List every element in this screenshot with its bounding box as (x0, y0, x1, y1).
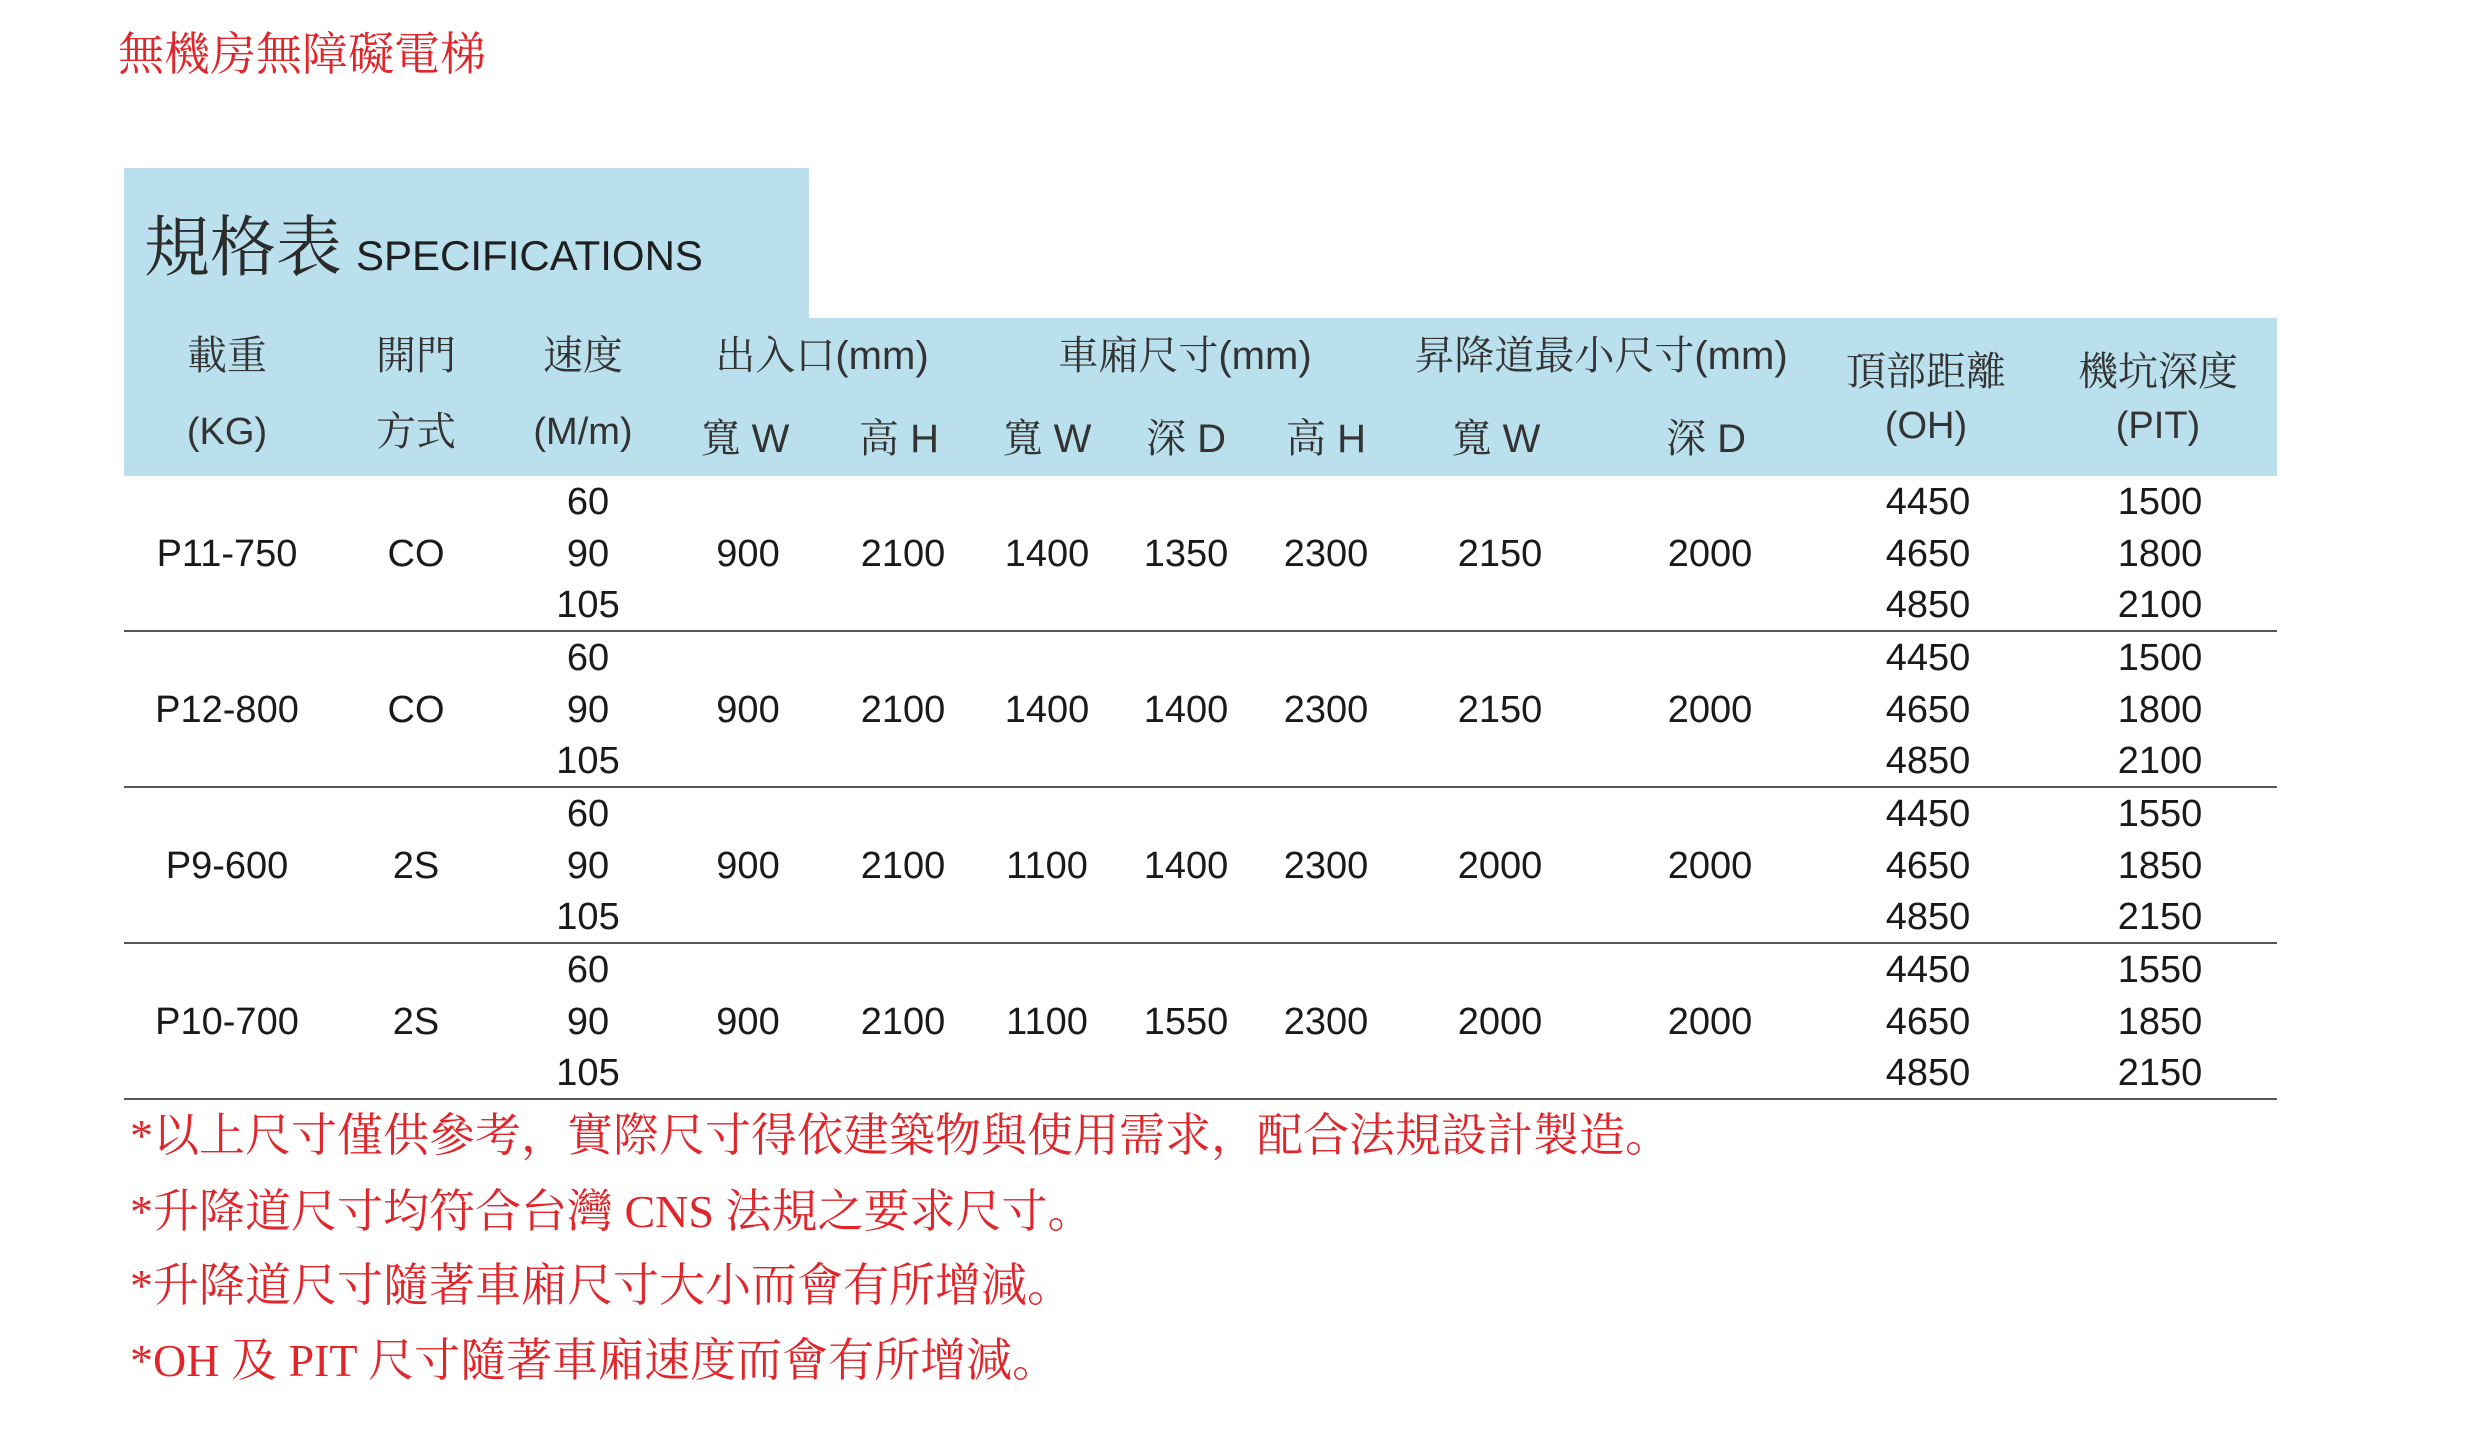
row-entrance-height: 2100 (860, 1001, 946, 1043)
row-hoistway-depth: 2000 (1667, 689, 1753, 731)
row-divider (124, 1098, 2277, 1100)
row-hoistway-depth: 2000 (1667, 1001, 1753, 1043)
header-oh: 頂部距離 (1846, 350, 2006, 394)
row-car-height: 2300 (1283, 533, 1369, 575)
row-divider (124, 630, 2277, 632)
row-speeds: 60 90 105 (556, 481, 620, 626)
header-load: 載重 (187, 334, 267, 378)
header-car-width: 寬 W (1002, 417, 1092, 461)
row-car-width: 1400 (1004, 689, 1090, 731)
row-entrance-width: 900 (716, 533, 780, 575)
row-model: P9-600 (165, 845, 289, 887)
note-line: *升降道尺寸均符合台灣 CNS 法規之要求尺寸。 (130, 1186, 1094, 1237)
header-pit-unit: (PIT) (2115, 405, 2201, 447)
spec-title-en: SPECIFICATIONS (356, 232, 703, 279)
row-oh-values: 4450 4650 4850 (1885, 949, 1971, 1094)
note-line: *以上尺寸僅供參考，實際尺寸得依建築物與使用需求，配合法規設計製造。 (130, 1110, 1671, 1161)
row-divider (124, 786, 2277, 788)
header-entrance-width: 寬 W (700, 417, 790, 461)
header-door-sub: 方式 (376, 410, 456, 454)
row-oh-values: 4450 4650 4850 (1885, 637, 1971, 782)
header-entrance-height: 高 H (859, 417, 939, 461)
row-model: P12-800 (155, 689, 299, 731)
row-door-type: CO (387, 689, 445, 731)
row-speeds: 60 90 105 (556, 793, 620, 938)
row-speeds: 60 90 105 (556, 949, 620, 1094)
header-door: 開門 (376, 334, 456, 378)
row-entrance-width: 900 (716, 689, 780, 731)
row-entrance-height: 2100 (860, 533, 946, 575)
row-entrance-width: 900 (716, 845, 780, 887)
row-entrance-height: 2100 (860, 845, 946, 887)
spec-title-zh: 規格表 (144, 209, 342, 286)
row-model: P10-700 (155, 1001, 299, 1043)
header-oh-unit: (OH) (1884, 405, 1968, 447)
note-line: *升降道尺寸隨著車廂尺寸大小而會有所增減。 (130, 1260, 1073, 1311)
row-entrance-height: 2100 (860, 689, 946, 731)
header-hoistway-depth: 深 D (1666, 417, 1746, 461)
header-entrance: 出入口(mm) (715, 334, 929, 378)
header-hoistway: 昇降道最小尺寸(mm) (1414, 334, 1788, 378)
row-door-type: 2S (392, 845, 440, 887)
row-pit-values: 1500 1800 2100 (2117, 481, 2203, 626)
row-model: P11-750 (156, 533, 298, 575)
row-door-type: 2S (392, 1001, 440, 1043)
row-hoistway-depth: 2000 (1667, 845, 1753, 887)
row-pit-values: 1550 1850 2150 (2117, 949, 2203, 1094)
row-entrance-width: 900 (716, 1001, 780, 1043)
row-pit-values: 1500 1800 2100 (2117, 637, 2203, 782)
row-divider (124, 942, 2277, 944)
row-car-height: 2300 (1283, 1001, 1369, 1043)
row-oh-values: 4450 4650 4850 (1885, 793, 1971, 938)
row-car-width: 1100 (1006, 845, 1088, 887)
row-speeds: 60 90 105 (556, 637, 620, 782)
row-oh-values: 4450 4650 4850 (1885, 481, 1971, 626)
header-speed-unit: (M/m) (533, 411, 633, 453)
row-car-depth: 1400 (1143, 845, 1229, 887)
row-car-height: 2300 (1283, 845, 1369, 887)
row-hoistway-width: 2150 (1457, 533, 1543, 575)
document-title: 無機房無障礙電梯 (118, 29, 486, 80)
row-hoistway-depth: 2000 (1667, 533, 1753, 575)
header-car: 車廂尺寸(mm) (1058, 334, 1312, 378)
header-pit: 機坑深度 (2078, 350, 2238, 394)
note-line: *OH 及 PIT 尺寸隨著車廂速度而會有所增減。 (130, 1335, 1059, 1386)
row-car-depth: 1550 (1143, 1001, 1229, 1043)
row-car-width: 1400 (1004, 533, 1090, 575)
header-speed: 速度 (543, 334, 623, 378)
row-car-depth: 1350 (1143, 533, 1229, 575)
row-hoistway-width: 2000 (1457, 845, 1543, 887)
row-hoistway-width: 2150 (1457, 689, 1543, 731)
header-car-depth: 深 D (1146, 417, 1226, 461)
row-hoistway-width: 2000 (1457, 1001, 1543, 1043)
row-pit-values: 1550 1850 2150 (2117, 793, 2203, 938)
spec-title (144, 208, 703, 306)
header-load-unit: (KG) (186, 411, 268, 453)
header-hoistway-width: 寬 W (1451, 417, 1541, 461)
row-door-type: CO (387, 533, 445, 575)
row-car-depth: 1400 (1143, 689, 1229, 731)
header-car-height: 高 H (1286, 417, 1366, 461)
row-car-width: 1100 (1006, 1001, 1088, 1043)
row-car-height: 2300 (1283, 689, 1369, 731)
